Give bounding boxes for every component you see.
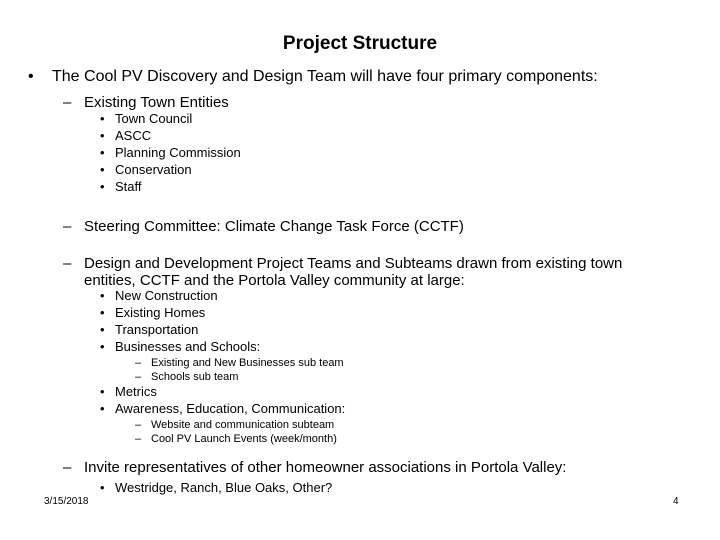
dash-icon: – (135, 371, 142, 383)
steering-label: Steering Committee: Climate Change Task Force (CCTF) (84, 218, 464, 235)
sub-list-item: Schools sub team (151, 371, 239, 383)
dash-icon: – (63, 255, 72, 272)
sub-list-item: Existing and New Businesses sub team (151, 357, 344, 369)
list-item: Town Council (115, 111, 193, 126)
design-label-line1: Design and Development Project Teams and Subteams drawn from existing town (84, 255, 623, 272)
list-item: Businesses and Schools: (115, 339, 261, 354)
bullet-icon: • (100, 179, 105, 194)
list-item: Existing Homes (115, 305, 206, 320)
bullet-icon: • (100, 322, 105, 337)
sub-list-item: Website and communication subteam (151, 419, 335, 431)
list-item: Planning Commission (115, 145, 241, 160)
bullet-icon: • (100, 384, 105, 399)
bullet-icon: • (100, 128, 105, 143)
dash-icon: – (135, 419, 142, 431)
dash-icon: – (63, 218, 72, 235)
footer-date: 3/15/2018 (44, 496, 89, 507)
dash-icon: – (135, 357, 142, 369)
bullet-icon: • (100, 339, 105, 354)
list-item: ASCC (115, 128, 152, 143)
invite-label: Invite representatives of other homeowner associations in Portola Valley: (84, 459, 567, 476)
slide-title: Project Structure (282, 33, 438, 54)
bullet-icon: • (100, 401, 105, 416)
bullet-icon: • (100, 145, 105, 160)
list-item: Awareness, Education, Communication: (115, 401, 346, 416)
list-item: Transportation (115, 322, 199, 337)
bullet-icon: • (100, 111, 105, 126)
dash-icon: – (135, 433, 142, 445)
list-item: New Construction (115, 288, 218, 303)
bullet-icon: • (28, 68, 34, 85)
bullet-icon: • (100, 305, 105, 320)
list-item: Staff (115, 179, 142, 194)
list-item: Conservation (115, 162, 192, 177)
list-item: Metrics (115, 384, 157, 399)
dash-icon: – (63, 459, 72, 476)
bullet-icon: • (100, 288, 105, 303)
list-item: Westridge, Ranch, Blue Oaks, Other? (115, 480, 333, 495)
main-point: The Cool PV Discovery and Design Team will have four primary components: (52, 68, 598, 85)
design-label-line2: entities, CCTF and the Portola Valley community at large: (84, 272, 465, 289)
dash-icon: – (63, 94, 72, 111)
bullet-icon: • (100, 480, 105, 495)
sub-list-item: Cool PV Launch Events (week/month) (151, 433, 337, 445)
existing-label: Existing Town Entities (84, 94, 229, 111)
page-number: 4 (673, 496, 679, 507)
bullet-icon: • (100, 162, 105, 177)
